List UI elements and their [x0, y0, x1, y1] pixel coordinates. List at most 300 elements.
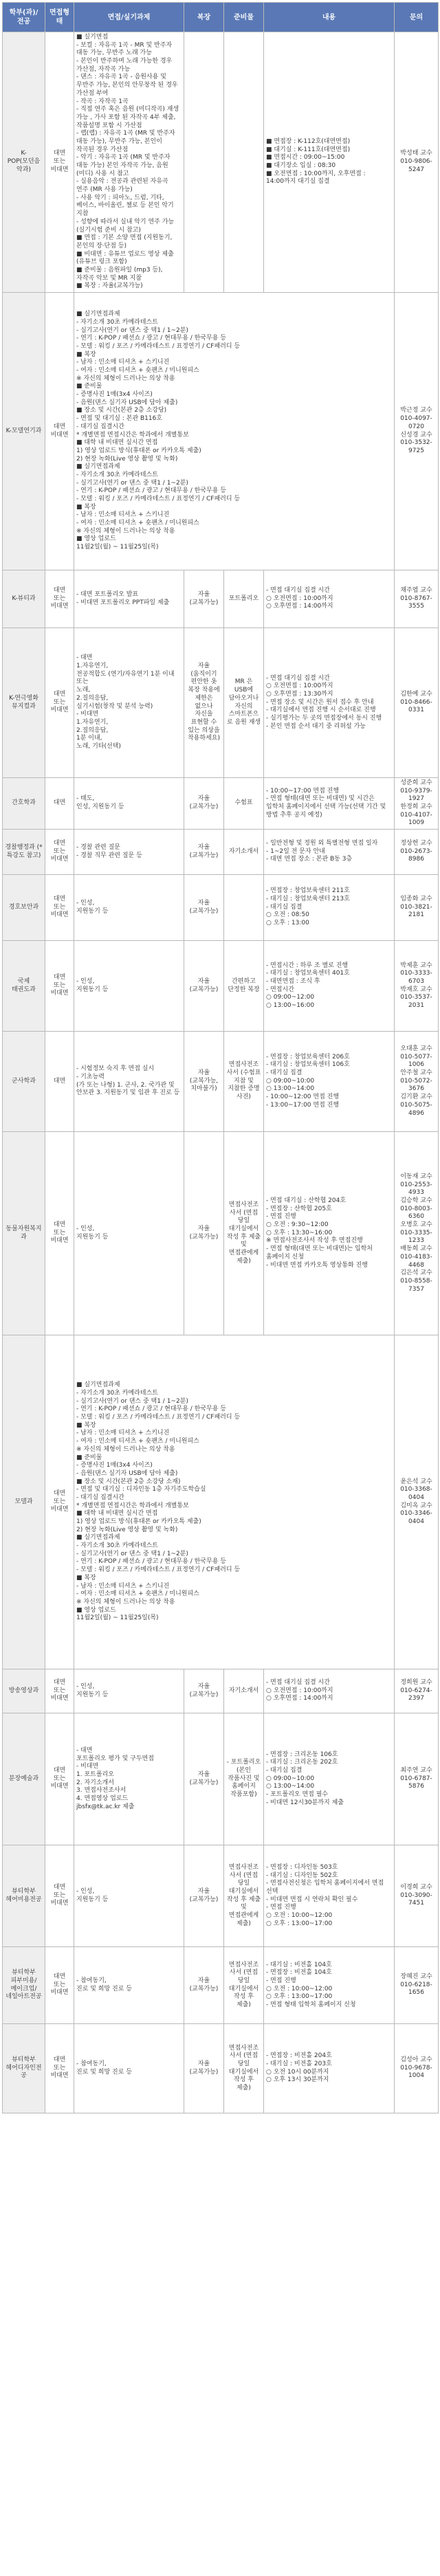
- content-line: - 본인 면접 순서 대기 중 리허설 가능: [266, 722, 366, 730]
- major-cell: [3, 1032, 45, 1132]
- content-line: ○ 오전 : 10:00~12:00: [266, 1985, 333, 1992]
- attire-cell: [184, 32, 224, 293]
- major-cell: [3, 830, 45, 875]
- prep-cell: [224, 875, 264, 941]
- table-row: [3, 1335, 439, 1669]
- interview-type-cell: [45, 1947, 74, 2024]
- content-line: - 면접 진행: [266, 1904, 296, 1911]
- task-line: 지원동기 등: [76, 907, 109, 915]
- content-line: ■ 대기실 : K-111호(대면면접): [266, 146, 351, 153]
- task-line: - 인성,: [76, 1225, 95, 1232]
- task-line: 노래, 기타(선택): [76, 742, 121, 750]
- contact-line: 박근정 교수: [400, 407, 432, 414]
- task-cell: [74, 941, 184, 1032]
- task-line: ※ 자신의 체형이 드러나는 의상 착용: [76, 527, 175, 535]
- content-line: - 10:00~12:00 면접 진행: [266, 1093, 340, 1101]
- contact-line: 김한예 교수: [400, 690, 432, 698]
- prep-cell: [224, 941, 264, 1032]
- major-cell: [3, 293, 45, 570]
- content-line: ■ 면접시간 : 09:00~15:00: [266, 154, 345, 162]
- header-type: 면접형태: [45, 3, 74, 32]
- content-cell: [264, 875, 395, 941]
- attire-text: 자율 (교복가능): [189, 843, 219, 859]
- header-prep: 준비물: [224, 3, 264, 32]
- major-cell: [3, 1713, 45, 1845]
- task-cell: [74, 1032, 184, 1132]
- content-line: - 면접 진행: [266, 1977, 296, 1984]
- content-line: ○ 오전 : 10:00~12:00: [266, 1912, 333, 1919]
- prep-text: 간편하고 단정한 복장: [228, 977, 260, 993]
- interview-type-line: 비대면: [50, 911, 69, 919]
- prep-text: 면접사전조사서 (면접 당일 대기실에서 작성 후 제출): [228, 2044, 259, 2091]
- task-line: ■ 실기면접과제: [76, 1534, 120, 1542]
- prep-text: 자기소개서: [228, 1687, 259, 1694]
- task-line: ■ 복장: [76, 1574, 96, 1581]
- content-line: - 대기실 집결: [266, 1069, 302, 1077]
- contact-line: 배동희 교수: [400, 1245, 432, 1253]
- attire-text: 자율 (교복가능): [189, 1770, 219, 1786]
- task-line: - 대면 포트폴리오 발표: [76, 590, 139, 598]
- attire-cell: [184, 1845, 224, 1947]
- contact-cell: [395, 1947, 439, 2024]
- task-line: - 실용음악 : 전공과 관련된 자유곡 연주 (MR 사용 가능): [76, 178, 168, 194]
- table-row: [3, 778, 439, 830]
- major-name: 뷰티학부 피부미용/메이크업/네일아트전공: [6, 1969, 42, 2001]
- contact-line: 김승학 교수: [400, 1197, 432, 1205]
- major-name: 국제 태권도과: [12, 977, 36, 993]
- interview-type-cell: [45, 1669, 74, 1713]
- task-line: ■ 실기면접: [76, 34, 109, 41]
- content-cell: [264, 1132, 395, 1335]
- prep-cell: [224, 1845, 264, 1947]
- task-cell: [74, 778, 184, 830]
- contact-line: 010-4183-4468: [400, 1253, 432, 1269]
- task-line: - 남자 : 민소매 티셔츠 + 스키니진: [76, 511, 170, 519]
- task-line: ■ 복장: [76, 503, 96, 511]
- table-row: [3, 1669, 439, 1713]
- task-line: - 남자 : 민소매 티셔츠 + 스키니진: [76, 359, 170, 366]
- contact-line: 010-8466-0331: [400, 698, 432, 714]
- task-line: - 실기고사(연기 or 댄스 중 택1 / 1~2분): [76, 1550, 188, 1557]
- content-line: ○ 13:00~14:00: [266, 1085, 315, 1093]
- attire-text: 자율 (교복가능): [189, 795, 219, 811]
- task-line: - 실기고사(연기 or 댄스 중 택1 / 1~2분): [76, 326, 188, 334]
- task-line: - 연기 : K-POP / 패션쇼 / 광고 / 현대무용 / 한국무용 등: [76, 1558, 226, 1566]
- content-line: - 면접장 : 비전홀 204호: [266, 2052, 332, 2060]
- task-line: ■ 복장 : 자율(교복가능): [76, 282, 143, 290]
- content-line: ○ 오전 : 9:30~12:00: [266, 1221, 329, 1229]
- interview-type-cell: [45, 2024, 74, 2113]
- prep-cell: [224, 2024, 264, 2113]
- task-line: - 모델 : 워킹 / 포즈 / 카메라테스트 / 표정연기 / CF패러디 등: [76, 1414, 241, 1421]
- contact-cell: [395, 628, 439, 778]
- table-row: [3, 830, 439, 875]
- interview-type-line: 대면: [53, 423, 66, 430]
- major-cell: [3, 570, 45, 628]
- task-line: - 인성,: [76, 899, 95, 907]
- major-name: 군사학과: [12, 1077, 36, 1085]
- interview-type-line: 대면: [53, 1679, 66, 1687]
- content-cell: [264, 1032, 395, 1132]
- task-line: - 모델 : 워킹 / 포즈 / 카메라테스트 / 표정연기 / CF패러디 등: [76, 1566, 241, 1574]
- task-line: 1) 영상 업로드 방식(휴대폰 or 카카오톡 제출): [76, 1518, 201, 1525]
- task-cell: [74, 2024, 184, 2113]
- major-cell: [3, 1335, 45, 1669]
- content-line: ○ 13:00~16:00: [266, 1002, 315, 1009]
- content-line: - 대기실 : 창업보육센터 106호: [266, 1061, 350, 1069]
- content-line: - 면접장 : 산학협 205호: [266, 1205, 332, 1212]
- attire-cell: [184, 1669, 224, 1713]
- content-line: ■ 대기장소 입실 : 08:30: [266, 162, 336, 169]
- task-line: - 면접 및 대기실 : 디자인동 1층 자기주도학습실: [76, 1486, 206, 1494]
- content-cell: [264, 628, 395, 778]
- task-cell: [74, 570, 184, 628]
- content-line: - 13:00~17:00 면접 진행: [266, 1101, 340, 1109]
- interview-type-line: 비대면: [50, 1506, 69, 1513]
- contact-cell: [395, 830, 439, 875]
- content-line: - 면접 장소 및 시간은 원서 접수 후 안내: [266, 698, 374, 706]
- interview-type-line: 또는: [53, 1775, 66, 1782]
- task-line: - 연기 : K-POP / 패션쇼 / 광고 / 현대무용 / 한국무용 등: [76, 1406, 226, 1413]
- attire-cell: [184, 628, 224, 778]
- major-cell: [3, 628, 45, 778]
- content-line: - 실기평가는 두 곳의 면접장에서 동시 진행: [266, 715, 382, 722]
- attire-cell: [184, 1032, 224, 1132]
- contact-line: 010-9379-1927: [400, 787, 432, 803]
- task-line: 인성, 지원동기 등: [76, 803, 124, 811]
- contact-line: 010-5077-1006: [400, 1053, 432, 1069]
- task-line: ※ 자신의 체형이 드러나는 의상 착용: [76, 1445, 175, 1453]
- major-name: K-모델연기과: [6, 427, 42, 434]
- table-row: [3, 293, 439, 570]
- task-line: 4. 면접영상 업로드: [76, 1795, 129, 1802]
- attire-text: 자율 (교복가능): [189, 977, 219, 993]
- task-line: 2) 현장 녹화(Live 영상 촬영 및 녹화): [76, 1526, 178, 1533]
- content-line: - 면접장 : 창업보육센터 211호: [266, 887, 350, 895]
- major-cell: [3, 1947, 45, 2024]
- header-content: 내용: [264, 3, 395, 32]
- interview-type-line: 비대면: [50, 166, 69, 173]
- task-line: 노래,: [76, 687, 91, 694]
- task-line: 포트폴리오 평가 및 구두면접: [76, 1755, 154, 1762]
- prep-cell: [224, 1132, 264, 1335]
- prep-text: 면접사전조사서 (면접 당일 대기실에서 작성 후 제출 및 면접관에게 제출): [226, 1863, 261, 1927]
- interview-type-cell: [45, 293, 74, 570]
- content-line: - 일반전형 및 정원 외 특별전형 면접 일자: [266, 840, 378, 847]
- table-row: [3, 1947, 439, 2024]
- interview-type-line: 또는: [53, 158, 66, 166]
- task-line: - 음원(댄스 실기자 USB에 담아 제출): [76, 1469, 178, 1477]
- contact-line: 010-6218-1656: [400, 1981, 432, 1997]
- major-cell: [3, 2024, 45, 2113]
- table-row: [3, 2024, 439, 2113]
- prep-cell: [224, 1032, 264, 1132]
- content-line: - 면접 대기실 집결 시간: [266, 674, 330, 682]
- content-line: - 면접 대기실 집결 시간: [266, 1679, 330, 1687]
- task-line: - 여자 : 민소매 티셔츠 + 숏팬츠 / 미니원피스: [76, 1590, 199, 1598]
- contact-line: 윤은석 교수: [400, 1478, 432, 1485]
- content-line: ○ 오후 13시 30분까지: [266, 2076, 329, 2084]
- task-line: - 여자 : 민소매 티셔츠 + 숏팬츠 / 미니원피스: [76, 367, 199, 374]
- content-line: ○ 오전 : 08:50: [266, 911, 309, 919]
- task-line: ■ 실기면접과제: [76, 311, 120, 318]
- interview-type-cell: [45, 875, 74, 941]
- content-line: - 면접 형태(대면 또는 비대면) 및 시간은 입학처 홈페이지에서 선택 가능(선택 기간 및 방법 추후 공지 예정): [266, 795, 386, 819]
- table-row: [3, 32, 439, 293]
- contact-line: 010-6274-2397: [400, 1687, 432, 1702]
- content-line: - 면접시간: [266, 986, 294, 993]
- prep-text: 자기소개서: [228, 847, 259, 855]
- contact-line: 김기환 교수: [400, 1093, 432, 1101]
- contact-cell: [395, 1845, 439, 1947]
- task-line: - 태도,: [76, 795, 95, 803]
- contact-line: 채주엽 교수: [400, 586, 432, 594]
- major-cell: [3, 778, 45, 830]
- content-line: ■ 오전면접 : 10:00까지, 오후면접 : 14:00까지 대기실 집결: [266, 170, 366, 186]
- task-line: - 인성,: [76, 1683, 95, 1690]
- task-cell: [74, 830, 184, 875]
- contact-line: 010-3821-2181: [400, 903, 432, 919]
- content-line: - 면접시간 : 하루 조 별로 진행: [266, 962, 349, 969]
- interview-type-line: 또는: [53, 1891, 66, 1899]
- content-cell: [264, 1669, 395, 1713]
- contact-cell: [395, 293, 439, 570]
- contact-line: 김미옥 교수: [400, 1502, 432, 1509]
- contact-line: 최주연 교수: [400, 1767, 432, 1775]
- attire-text: 자율 (움직이기 편안한 옷 복장 착용에 제한은 없으나 자신을 표현할 수 있는 의상을 착용하세요): [188, 663, 220, 742]
- task-line: - 참여동기,: [76, 1977, 107, 1984]
- content-line: - 비대면 면접 시 연락처 확인 필수: [266, 1896, 358, 1903]
- attire-cell: [184, 570, 224, 628]
- interview-type-line: 비대면: [50, 856, 69, 863]
- content-cell: [264, 941, 395, 1032]
- content-line: ○ 오전면접 : 10:00까지: [266, 682, 333, 690]
- interview-type-line: 또는: [53, 1687, 66, 1694]
- contact-cell: [395, 1132, 439, 1335]
- contact-cell: [395, 778, 439, 830]
- content-line: ○ 오후 : 13:00: [266, 920, 309, 927]
- content-line: - 대기실 : 창업보육센터 213호: [266, 896, 350, 903]
- prep-cell: [224, 570, 264, 628]
- interview-type-line: 대면: [53, 1973, 66, 1981]
- task-line: - 비대면: [76, 1763, 99, 1770]
- task-line: - 댄스 : 자유곡 1곡 - 음원사용 및 무반주 가능, 본인의 안무창작 된 경우 가산점 부여: [76, 74, 178, 97]
- table-row: [3, 1845, 439, 1947]
- interview-type-line: 대면: [53, 1490, 66, 1498]
- task-line: - 대면: [76, 654, 93, 662]
- task-line: - 본인이 반주하며 노래 가능한 경우 가산점, 자작곡 가능: [76, 58, 173, 73]
- prep-text: 면접사전조사서 (면접 당일 대기실에서 작성 후 제출 및 면접관에게 제출): [226, 1201, 261, 1265]
- task-line: ■ 영상 업로드: [76, 535, 116, 543]
- contact-cell: [395, 875, 439, 941]
- interview-type-line: 비대면: [50, 707, 69, 714]
- task-line: 지원동기 등: [76, 986, 109, 993]
- task-line: 지원동기 등: [76, 1233, 109, 1241]
- task-line: - 모델 : 워킹 / 포즈 / 카메라테스트 / 표정연기 / CF패러디 등: [76, 496, 241, 502]
- header-major: 학부(과)/전공: [3, 3, 45, 32]
- interview-type-line: 대면: [53, 840, 66, 847]
- task-cell: [74, 875, 184, 941]
- interview-type-line: 대면: [53, 1767, 66, 1775]
- major-cell: [3, 941, 45, 1032]
- task-line: - 기초능력: [76, 1073, 104, 1080]
- contact-line: 010-8558-7357: [400, 1277, 432, 1293]
- task-line: ■ 준비물: [76, 1454, 102, 1461]
- contact-cell: [395, 32, 439, 293]
- content-line: - 면접 형태 입학처 홈페이지 신청: [266, 2001, 356, 2008]
- content-line: - 면접장 : 비전홀 104호: [266, 1969, 332, 1977]
- task-cell: [74, 293, 395, 570]
- contact-line: 박제훈 교수: [400, 962, 432, 969]
- task-line: 2.질의응답,: [76, 726, 109, 734]
- contact-line: 박성태 교수: [400, 150, 432, 157]
- prep-cell: [224, 1947, 264, 2024]
- content-line: - 면접 진행: [266, 1213, 296, 1221]
- task-line: ■ 준비물 : 음원파일 (mp3 등), 자작곡 악보 및 MR 지참: [76, 266, 163, 282]
- attire-text: 자율 (교복가능): [189, 1683, 219, 1698]
- content-line: ○ 09:00~10:00: [266, 1077, 315, 1085]
- task-line: - 음원(댄스 실기자 USB에 담아 제출): [76, 399, 178, 406]
- content-line: ○ 오후 : 13:00~17:00: [266, 1920, 333, 1927]
- major-cell: [3, 1132, 45, 1335]
- task-cell: [74, 1845, 184, 1947]
- header-task: 면접/실기과제: [74, 3, 184, 32]
- table-row: [3, 1032, 439, 1132]
- contact-line: 010-2673-8986: [400, 847, 432, 863]
- major-name: 경호보안과: [8, 903, 39, 911]
- task-line: ■ 비대면 : 유튜브 업로드 영상 제출 (유튜브 링크 포함): [76, 250, 174, 266]
- content-line: - 면접장 : 창업보육센터 206호: [266, 1053, 350, 1061]
- contact-line: 정상헌 교수: [400, 840, 432, 847]
- interview-type-line: 비대면: [50, 990, 69, 997]
- major-name: 뷰티학부 헤어디자인전공: [6, 2056, 42, 2080]
- content-line: ○ 오후 : 13:00~17:00: [266, 1993, 333, 2001]
- interview-type-cell: [45, 1335, 74, 1669]
- contact-line: 010-3090-7451: [400, 1891, 432, 1907]
- task-line: ※ 자신의 체형이 드러나는 의상 착용: [76, 375, 175, 382]
- task-line: 1.자유연기,: [76, 718, 109, 726]
- contact-cell: [395, 941, 439, 1032]
- table-row: [3, 570, 439, 628]
- task-line: ■ 면접 : 기본 소양 면접 (지원동기, 본인의 장·단점 등): [76, 234, 173, 249]
- table-row: [3, 1713, 439, 1845]
- contact-line: 정희원 교수: [400, 1679, 432, 1687]
- interview-type-line: 비대면: [50, 1900, 69, 1907]
- contact-line: 이경희 교수: [400, 1884, 432, 1891]
- contact-line: 010-2553-4933: [400, 1181, 432, 1197]
- interview-type-line: 대면: [53, 974, 66, 981]
- interview-type-line: 비대면: [50, 1783, 69, 1790]
- content-line: ○ 오후면접 : 14:00까지: [266, 603, 333, 610]
- prep-cell: [224, 32, 264, 293]
- task-line: - 면접 및 대기실 : 본관 B116호: [76, 415, 163, 423]
- task-line: ■ 장소 및 시간(본관 2층 소강당): [76, 407, 167, 414]
- content-cell: [264, 1947, 395, 2024]
- table-row: [3, 875, 439, 941]
- major-cell: [3, 1845, 45, 1947]
- task-line: - 실기고사(연기 or 댄스 중 택1 / 1~2분): [76, 1397, 188, 1405]
- contact-line: 안주철 교수: [400, 1069, 432, 1077]
- task-line: ■ 실기면접과제: [76, 1381, 120, 1389]
- interview-type-line: 대면: [53, 799, 66, 807]
- content-line: - 대기실 : 디자인동 502호: [266, 1872, 338, 1879]
- interview-type-line: 비대면: [50, 2072, 69, 2080]
- task-cell: [74, 1335, 395, 1669]
- task-line: ■ 복장: [76, 1421, 96, 1429]
- major-name: 분장예술과: [8, 1775, 39, 1782]
- contact-line: 010-6787-5876: [400, 1775, 432, 1790]
- task-line: - 대기실 집결시간: [76, 423, 124, 430]
- content-line: - 대기실 : 크리온동 202호: [266, 1759, 338, 1766]
- task-line: - 자기소개 30초 카메라테스트: [76, 1390, 158, 1397]
- table-row: [3, 628, 439, 778]
- task-line: - 연기 : K-POP / 패션쇼 / 광고 / 현대무용 / 한국무용 등: [76, 335, 226, 342]
- contact-cell: [395, 2024, 439, 2113]
- task-line: - 모델 : 워킹 / 포즈 / 카메라테스트 / 표정연기 / CF패러디 등: [76, 342, 241, 350]
- task-cell: [74, 1132, 184, 1335]
- contact-line: 010-3333-6703: [400, 970, 432, 985]
- contact-line: 010-9806-5247: [400, 158, 432, 173]
- task-line: - 자기소개 30초 카메라테스트: [76, 471, 158, 478]
- task-line: - 보컬 : 자유곡 1곡 - MR 및 반주자 대동 가능, 무반주 노래 가능: [76, 41, 173, 57]
- content-line: ○ 오전 10시 00분까지: [266, 2068, 329, 2076]
- major-name: 경찰행정과 (* 특강도 참고): [5, 843, 43, 859]
- content-line: ○ 오전면접 : 10:00까지: [266, 1687, 333, 1694]
- task-line: ■ 장소 및 시간(본관 2층 소강당 소재): [76, 1478, 181, 1485]
- prep-text: - 포트폴리오(본인 작품사진 및 홈페이지 작품포함): [226, 1759, 261, 1799]
- content-line: ○ 09:00~12:00: [266, 994, 315, 1001]
- interview-type-cell: [45, 1032, 74, 1132]
- content-line: - 대기실에서 면접 진행 시 순서대로 진행: [266, 707, 376, 714]
- prep-text: 포트폴리오: [228, 595, 259, 602]
- task-line: - 여자 : 민소매 티셔츠 + 숏팬츠 / 미니원피스: [76, 520, 199, 527]
- content-line: - 면접사전신청은 입학처 홈페이지에서 면접 선택: [266, 1880, 384, 1895]
- contact-line: 010-4107-1009: [400, 811, 432, 827]
- contact-line: 010-4097-0720: [400, 415, 432, 430]
- content-line: - 대기실 : 창업보육센터 401호: [266, 970, 350, 977]
- interview-type-line: 또는: [53, 981, 66, 989]
- task-line: - 남자 : 민소매 티셔츠 + 스키니진: [76, 1430, 170, 1437]
- task-cell: [74, 32, 184, 293]
- major-name: 뷰티학부 헤어미용전공: [6, 1887, 42, 1903]
- task-line: ■ 준비물: [76, 383, 102, 390]
- task-line: (가 또는 나형) 1. 군사, 2. 국가관 및 안보관 3. 지원동기 및 임관 후 진로 등: [76, 1081, 180, 1097]
- major-cell: [3, 32, 45, 293]
- attire-text: 자율 (교복가능): [189, 1225, 219, 1241]
- task-line: - 자기소개 30초 카메라테스트: [76, 1542, 158, 1550]
- contact-line: 010-8003-6360: [400, 1205, 432, 1221]
- prep-text: MR 은 USB에 담아오거나 자신의 스마트폰으로 음원 재생: [226, 678, 261, 726]
- contact-line: 성준희 교수: [400, 779, 432, 786]
- task-line: - 악기 : 자유곡 1곡 (MR 및 반주자 대동 가능) 본인 자작곡 가능, 음원 (미디) 사용 시 참고: [76, 154, 170, 177]
- attire-text: 자율 (교복가능): [189, 1887, 219, 1903]
- interview-type-line: 또는: [53, 1498, 66, 1505]
- task-cell: [74, 1713, 184, 1845]
- interview-type-line: 대면: [53, 1884, 66, 1891]
- contact-line: 010-3368-0404: [400, 1486, 432, 1501]
- table-row: [3, 941, 439, 1032]
- contact-line: 010-3537-2031: [400, 994, 432, 1009]
- content-cell: [264, 778, 395, 830]
- task-line: - 여자 : 민소매 티셔츠 + 숏팬츠 / 미니원피스: [76, 1438, 199, 1445]
- task-line: - 경찰 직무 관련 질문 등: [76, 852, 142, 859]
- interview-type-line: 대면: [53, 586, 66, 594]
- content-line: - 면접장 : 디자인동 503호: [266, 1863, 338, 1871]
- contact-line: 이동재 교수: [400, 1173, 432, 1180]
- contact-cell: [395, 1032, 439, 1132]
- task-line: 지원동기 등: [76, 1691, 109, 1698]
- attire-cell: [184, 1713, 224, 1845]
